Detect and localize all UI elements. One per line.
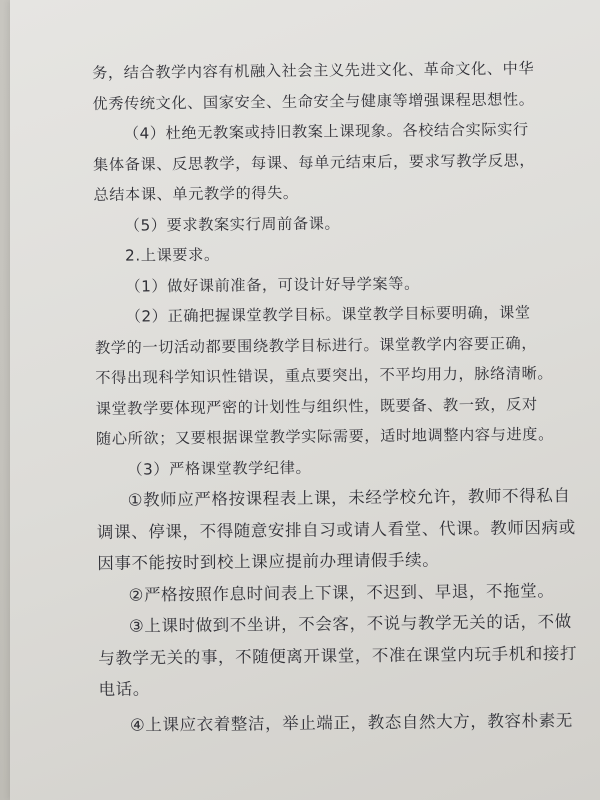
text-line-1: 务，结合教学内容有机融入社会主义先进文化、革命文化、中华 (92, 59, 535, 82)
text-line-15: ①教师应严格按课程表上课，未经学校允许，教师不得私自 (127, 486, 571, 510)
text-line-6: （5）要求教案实行周前备课。 (124, 213, 341, 235)
text-line-16: 调课、停课，不得随意安排自习或请人看堂、代课。教师因病或 (96, 517, 576, 542)
text-line-10: 教学的一切活动都要围绕教学目标进行。课堂教学内容要正确， (94, 333, 538, 357)
text-line-14: （3）严格课堂教学纪律。 (127, 458, 312, 479)
text-line-8: （1）做好课前准备，可设计好导学案等。 (125, 274, 420, 296)
document-page (10, 0, 600, 800)
document-body (92, 53, 578, 741)
text-line-4: 集体备课、反思教学，每课、每单元结束后，要求写教学反思， (93, 150, 536, 174)
text-line-20: 与教学无关的事，不随便离开课堂，不准在课堂内玩手机和接打 (98, 643, 578, 668)
text-line-13: 随心所欲；又要根据课堂教学实际需要，适时地调整内容与进度。 (95, 425, 554, 448)
text-line-11: 不得出现科学知识性错误，重点要突出，不平均用力，脉络清晰。 (95, 364, 554, 387)
text-line-22: ④上课应衣着整洁，举止端正，教态自然大方，教容朴素无 (129, 710, 573, 735)
text-line-12: 课堂教学要体现严密的计划性与组织性，既要备、教一致，反对 (95, 394, 538, 418)
text-line-5: 总结本课、单元教学的得失。 (93, 183, 299, 204)
text-line-7: 2.上课要求。 (124, 245, 220, 265)
text-line-17: 因事不能按时到校上课应提前办理请假手续。 (97, 550, 440, 573)
text-line-18: ②严格按照作息时间表上下课，不迟到、早退，不拖堂。 (128, 580, 555, 605)
text-line-3: （4）杜绝无教案或持旧教案上课现象。各校结合实际实行 (123, 120, 529, 143)
text-line-9: （2）正确把握课堂教学目标。课堂教学目标要明确，课堂 (125, 303, 531, 326)
text-line-21: 电话。 (98, 679, 151, 699)
text-line-2: 优秀传统文化、国家安全、生命安全与健康等增强课程思想性。 (92, 89, 535, 113)
text-line-19: ③上课时做到不坐讲，不会客，不说与教学无关的话，不做 (128, 612, 572, 636)
